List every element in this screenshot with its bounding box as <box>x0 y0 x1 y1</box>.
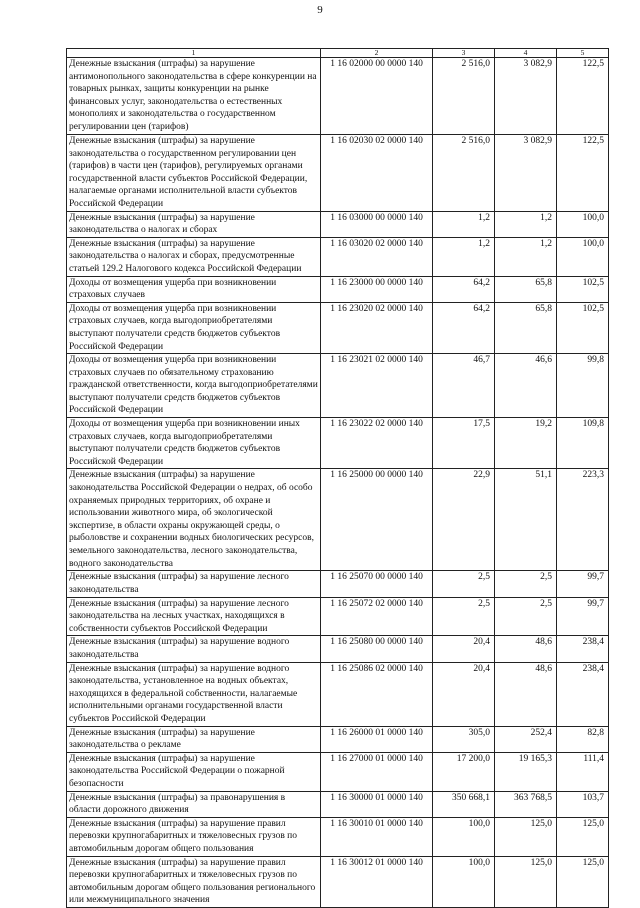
header-cell: 1 <box>67 49 321 58</box>
budget-code: 1 16 25072 02 0000 140 <box>321 597 433 636</box>
execution-percent: 238,4 <box>557 636 609 662</box>
planned-amount: 100,0 <box>433 817 495 856</box>
planned-amount: 2 516,0 <box>433 58 495 135</box>
income-name: Доходы от возмещения ущерба при возникновении страховых случаев, когда выгодоприобретателями выступают получатели средств бюджетов субъектов Российской Федерации <box>67 302 321 353</box>
execution-percent: 125,0 <box>557 817 609 856</box>
table-row <box>67 662 609 726</box>
execution-percent: 109,8 <box>557 418 609 469</box>
execution-percent: 122,5 <box>557 135 609 212</box>
actual-amount: 65,8 <box>495 302 557 353</box>
actual-amount: 363 768,5 <box>495 791 557 817</box>
actual-amount: 48,6 <box>495 662 557 726</box>
page-number: 9 <box>317 4 323 16</box>
execution-percent: 102,5 <box>557 302 609 353</box>
planned-amount: 17 200,0 <box>433 752 495 791</box>
header-cell: 2 <box>321 49 433 58</box>
budget-code: 1 16 02000 00 0000 140 <box>321 58 433 135</box>
actual-amount: 3 082,9 <box>495 135 557 212</box>
header-cell: 4 <box>495 49 557 58</box>
planned-amount: 1,2 <box>433 237 495 276</box>
income-name: Денежные взыскания (штрафы) за нарушение правил перевозки крупногабаритных и тяжеловесных грузов по автомобильным дорогам общего пользования <box>67 817 321 856</box>
planned-amount: 1,2 <box>433 211 495 237</box>
planned-amount: 17,5 <box>433 418 495 469</box>
actual-amount: 252,4 <box>495 726 557 752</box>
actual-amount: 19 165,3 <box>495 752 557 791</box>
execution-percent: 125,0 <box>557 856 609 907</box>
table-row <box>67 469 609 571</box>
actual-amount: 1,2 <box>495 237 557 276</box>
column-number-header <box>67 49 609 58</box>
execution-percent: 122,5 <box>557 58 609 135</box>
planned-amount: 64,2 <box>433 302 495 353</box>
actual-amount: 65,8 <box>495 276 557 302</box>
planned-amount: 100,0 <box>433 856 495 907</box>
income-name: Денежные взыскания (штрафы) за нарушение законодательства Российской Федерации о пожарной безопасности <box>67 752 321 791</box>
income-name: Денежные взыскания (штрафы) за нарушение лесного законодательства на лесных участках, находящихся в собственности субъектов Российской Федерации <box>67 597 321 636</box>
planned-amount: 350 668,1 <box>433 791 495 817</box>
execution-percent: 100,0 <box>557 211 609 237</box>
actual-amount: 46,6 <box>495 354 557 418</box>
income-name: Денежные взыскания (штрафы) за нарушение законодательства о налогах и сборах <box>67 211 321 237</box>
income-name: Денежные взыскания (штрафы) за нарушение водного законодательства, установленное на водных объектах, находящихся в федеральной собственности, налагаемые исполнительными органами государственной власти субъектов Российской Федерации <box>67 662 321 726</box>
budget-code: 1 16 23020 02 0000 140 <box>321 302 433 353</box>
execution-percent: 99,7 <box>557 597 609 636</box>
execution-percent: 111,4 <box>557 752 609 791</box>
budget-code: 1 16 23021 02 0000 140 <box>321 354 433 418</box>
budget-code: 1 16 30012 01 0000 140 <box>321 856 433 907</box>
budget-code: 1 16 23000 00 0000 140 <box>321 276 433 302</box>
table-row <box>67 817 609 856</box>
planned-amount: 2,5 <box>433 571 495 597</box>
planned-amount: 46,7 <box>433 354 495 418</box>
budget-code: 1 16 30010 01 0000 140 <box>321 817 433 856</box>
table-row <box>67 752 609 791</box>
actual-amount: 125,0 <box>495 817 557 856</box>
header-cell: 3 <box>433 49 495 58</box>
table-row <box>67 418 609 469</box>
income-name: Денежные взыскания (штрафы) за нарушение антимонопольного законодательства в сфере конкуренции на товарных рынках, защиты конкуренции на рынке финансовых услуг, законодательства о естественных монополиях и законодательства о государственном регулировании цен (тарифов) <box>67 58 321 135</box>
execution-percent: 223,3 <box>557 469 609 571</box>
table-row <box>67 211 609 237</box>
table-row <box>67 597 609 636</box>
execution-percent: 103,7 <box>557 791 609 817</box>
planned-amount: 2,5 <box>433 597 495 636</box>
income-name: Денежные взыскания (штрафы) за нарушение законодательства о государственном регулировании цен (тарифов) в части цен (тарифов), регулируемых органами государственной власти субъектов Российской Федерации, налагаемые органами исполнительной власти субъектов Российской Федерации <box>67 135 321 212</box>
planned-amount: 64,2 <box>433 276 495 302</box>
table-row <box>67 237 609 276</box>
income-name: Денежные взыскания (штрафы) за нарушение правил перевозки крупногабаритных и тяжеловесных грузов по автомобильным дорогам общего пользования регионального или межмуниципального значения <box>67 856 321 907</box>
planned-amount: 20,4 <box>433 636 495 662</box>
table-row <box>67 856 609 907</box>
table-row <box>67 302 609 353</box>
actual-amount: 2,5 <box>495 571 557 597</box>
planned-amount: 20,4 <box>433 662 495 726</box>
execution-percent: 102,5 <box>557 276 609 302</box>
income-name: Доходы от возмещения ущерба при возникновении страховых случаев по обязательному страхованию гражданской ответственности, когда выгодоприобретателями выступают получатели средств бюджетов субъектов Российской Федерации <box>67 354 321 418</box>
revenue-table <box>66 48 609 908</box>
budget-code: 1 16 03020 02 0000 140 <box>321 237 433 276</box>
table-row <box>67 571 609 597</box>
planned-amount: 2 516,0 <box>433 135 495 212</box>
budget-code: 1 16 25000 00 0000 140 <box>321 469 433 571</box>
table-row <box>67 726 609 752</box>
actual-amount: 48,6 <box>495 636 557 662</box>
planned-amount: 305,0 <box>433 726 495 752</box>
table-row <box>67 354 609 418</box>
header-cell: 5 <box>557 49 609 58</box>
budget-code: 1 16 27000 01 0000 140 <box>321 752 433 791</box>
actual-amount: 1,2 <box>495 211 557 237</box>
income-name: Денежные взыскания (штрафы) за нарушение законодательства о налогах и сборах, предусмотренные статьей 129.2 Налогового кодекса Российской Федерации <box>67 237 321 276</box>
execution-percent: 238,4 <box>557 662 609 726</box>
execution-percent: 99,7 <box>557 571 609 597</box>
income-name: Денежные взыскания (штрафы) за правонарушения в области дорожного движения <box>67 791 321 817</box>
income-name: Денежные взыскания (штрафы) за нарушение водного законодательства <box>67 636 321 662</box>
table-row <box>67 276 609 302</box>
table-row <box>67 58 609 135</box>
budget-code: 1 16 23022 02 0000 140 <box>321 418 433 469</box>
budget-code: 1 16 25086 02 0000 140 <box>321 662 433 726</box>
table-row <box>67 135 609 212</box>
actual-amount: 51,1 <box>495 469 557 571</box>
execution-percent: 100,0 <box>557 237 609 276</box>
planned-amount: 22,9 <box>433 469 495 571</box>
income-name: Денежные взыскания (штрафы) за нарушение законодательства Российской Федерации о недрах, об особо охраняемых природных территориях, об охране и использовании животного мира, об экологической экспертизе, в области охраны окружающей среды, о рыболовстве и сохранении водных биологических ресурсов, земельного законодательства, лесного законодательства, водного законодательства <box>67 469 321 571</box>
table-row <box>67 791 609 817</box>
actual-amount: 19,2 <box>495 418 557 469</box>
actual-amount: 2,5 <box>495 597 557 636</box>
budget-code: 1 16 25070 00 0000 140 <box>321 571 433 597</box>
budget-code: 1 16 03000 00 0000 140 <box>321 211 433 237</box>
budget-code: 1 16 26000 01 0000 140 <box>321 726 433 752</box>
income-name: Денежные взыскания (штрафы) за нарушение лесного законодательства <box>67 571 321 597</box>
actual-amount: 3 082,9 <box>495 58 557 135</box>
table-row <box>67 636 609 662</box>
budget-code: 1 16 30000 01 0000 140 <box>321 791 433 817</box>
execution-percent: 99,8 <box>557 354 609 418</box>
income-name: Доходы от возмещения ущерба при возникновении иных страховых случаев, когда выгодоприобретателями выступают получатели средств бюджетов субъектов Российской Федерации <box>67 418 321 469</box>
budget-code: 1 16 02030 02 0000 140 <box>321 135 433 212</box>
budget-code: 1 16 25080 00 0000 140 <box>321 636 433 662</box>
actual-amount: 125,0 <box>495 856 557 907</box>
income-name: Денежные взыскания (штрафы) за нарушение законодательства о рекламе <box>67 726 321 752</box>
execution-percent: 82,8 <box>557 726 609 752</box>
income-name: Доходы от возмещения ущерба при возникновении страховых случаев <box>67 276 321 302</box>
